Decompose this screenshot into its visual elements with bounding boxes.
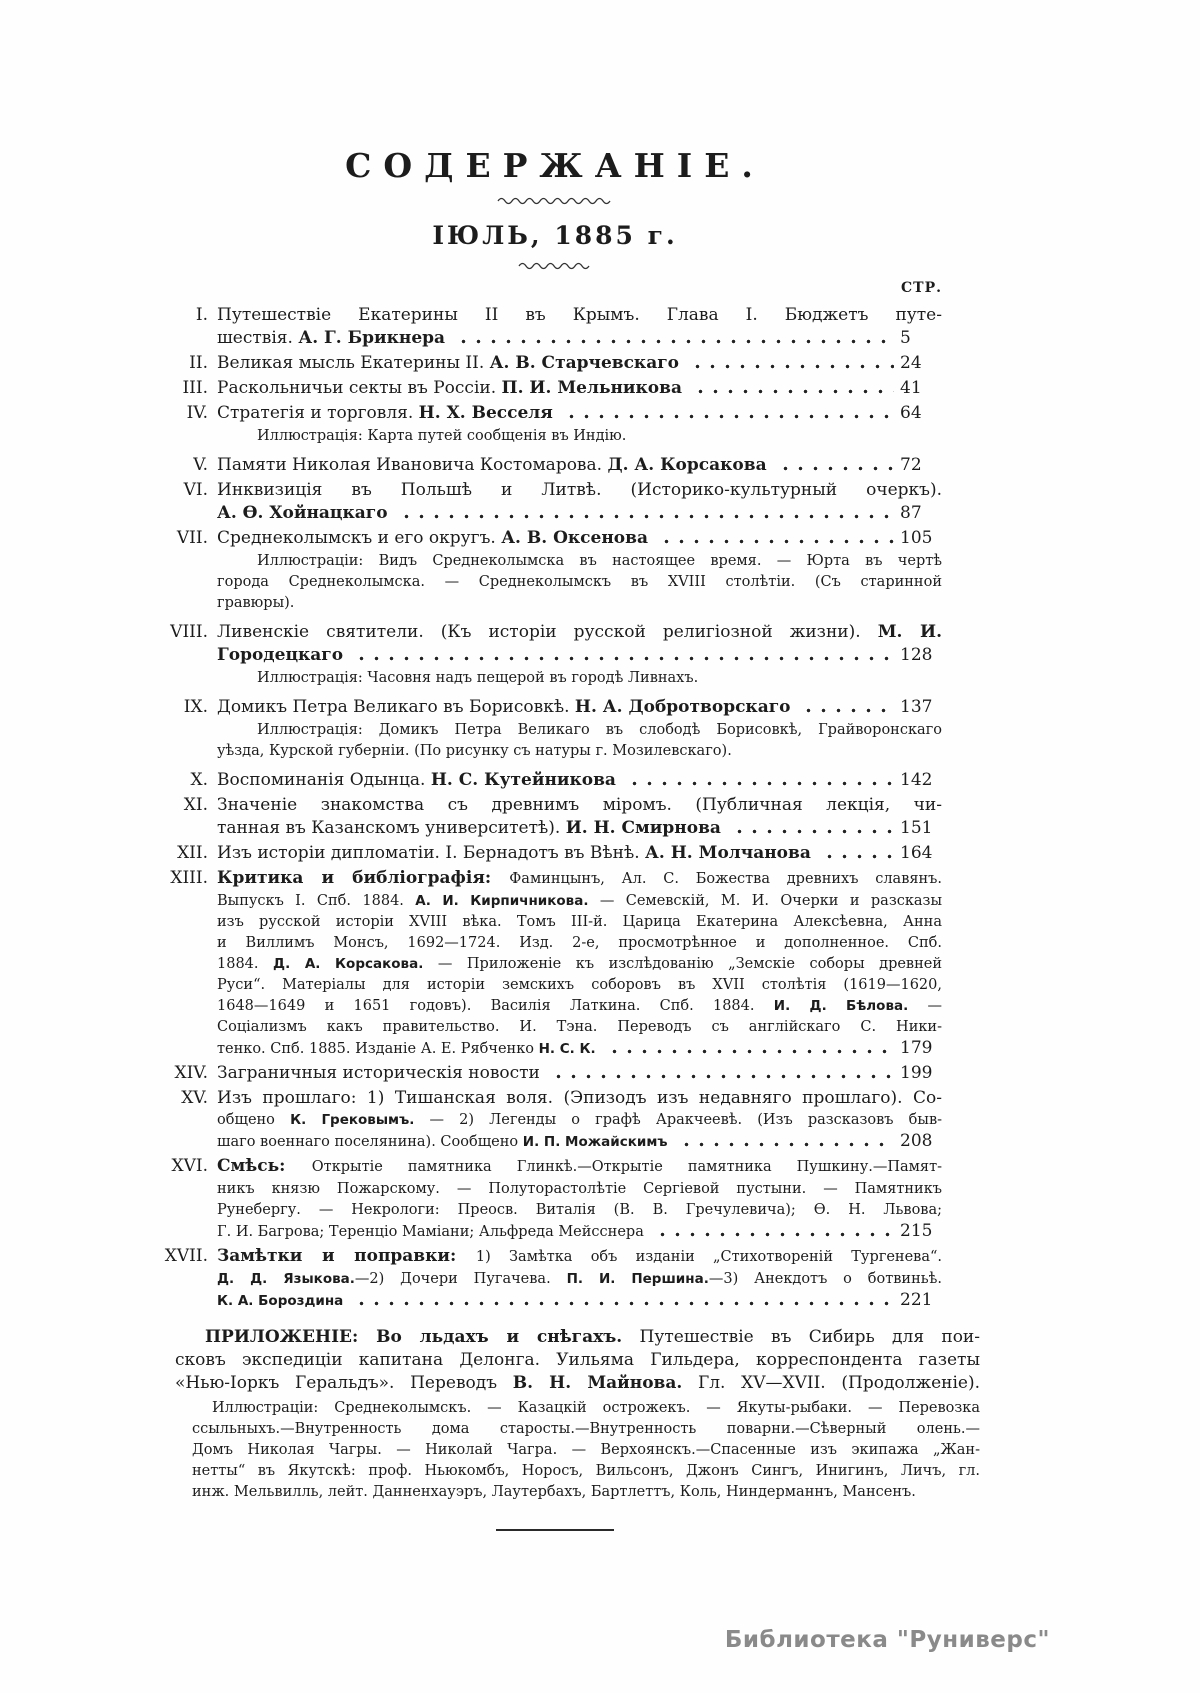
entry-roman-numeral: XV. — [181, 1088, 208, 1108]
author-name: И. Д. Бѣлова. — [773, 998, 909, 1014]
text-segment: Памяти Николая Ивановича Костомарова. — [217, 455, 608, 475]
entry-roman-numeral: XI. — [183, 795, 208, 815]
toc-entry — [150, 621, 942, 689]
toc-line — [175, 1349, 980, 1372]
author-name: Д. А. Корсакова — [607, 455, 767, 475]
text-segment: — — [908, 998, 943, 1014]
toc-line — [217, 621, 942, 644]
text-segment: Фаминцынъ, Ал. С. Божества древнихъ славянъ. — [509, 871, 942, 887]
toc-entry — [150, 867, 942, 1060]
toc-entry — [150, 377, 942, 400]
toc-line — [217, 1221, 942, 1243]
page-number: 5 — [900, 328, 911, 348]
illustration-note-line: ссыльныхъ.—Внутренность дома старосты.—Внутренность поварни.—Сѣверный олень.— — [192, 1421, 980, 1437]
author-name: А. Ѳ. Хойнацкаго — [217, 503, 388, 523]
text-segment: — Семевскій, М. И. Очерки и разсказы — [588, 893, 943, 909]
illustration-note — [217, 551, 942, 614]
dot-leader — [548, 1062, 894, 1085]
entry-roman-numeral: III. — [182, 378, 208, 398]
toc-entry — [150, 1245, 942, 1312]
author-name: Городецкаго — [217, 645, 344, 665]
author-name: М. И. — [877, 622, 942, 642]
toc-line — [217, 794, 942, 817]
page-column-header: СТР. — [901, 280, 942, 296]
text-segment: Значеніе знакомства съ древнимъ міромъ. (Публичная лекція, чи- — [217, 795, 942, 815]
toc-line-text — [217, 644, 343, 667]
text-segment: общено — [217, 1112, 291, 1128]
illustration-note-line: Иллюстрація: Часовня надъ пещерой въ городѣ Ливнахъ. — [257, 670, 699, 686]
wavy-divider-icon — [496, 195, 614, 205]
dot-leader — [351, 1290, 894, 1312]
page-number: 72 — [900, 455, 922, 475]
toc-line — [217, 454, 942, 477]
page-number: 179 — [900, 1038, 933, 1058]
author-name: Смѣсь: — [217, 1156, 312, 1176]
toc-line — [217, 769, 942, 792]
toc-entry — [150, 794, 942, 840]
page-number: 164 — [900, 843, 933, 863]
page-number: 105 — [900, 528, 933, 548]
illustration-note-line: нетты“ въ Якутскѣ: проф. Ньюкомбъ, Норосъ, Вильсонъ, Джонъ Сингъ, Инигинъ, Личъ, гл. — [192, 1463, 980, 1479]
toc-line — [217, 1038, 942, 1060]
illustration-note-line: Иллюстрація: Домикъ Петра Великаго въ слободѣ Борисовкѣ, Грайворонскаго — [257, 722, 942, 738]
illustration-note-line: Иллюстраціи: Среднеколымскъ. — Казацкій острожекъ. — Якуты-рыбаки. — Перевозка — [212, 1400, 980, 1416]
dot-leader — [819, 842, 894, 865]
author-name: Н. А. Добротворскаго — [574, 697, 791, 717]
author-name: А. В. Старчевскаго — [489, 353, 679, 373]
text-segment: Домикъ Петра Великаго въ Борисовкѣ. — [217, 697, 575, 717]
text-segment: изъ русской исторіи XVIII вѣка. Томъ III-й. Царица Екатерина Алексѣевна, Анна — [217, 914, 942, 930]
dot-leader — [798, 696, 894, 719]
text-segment: 1884. — [217, 956, 274, 972]
entry-roman-numeral: V. — [193, 455, 208, 475]
issue-heading: ІЮЛЬ, 1885 г. — [432, 221, 678, 250]
toc-entry — [150, 352, 942, 375]
toc-line-text — [217, 817, 721, 840]
appendix-notes — [192, 1398, 980, 1503]
illustration-note-line: Иллюстраціи: Видъ Среднеколымска въ настоящее время. — Юрта въ чертѣ — [257, 553, 942, 569]
toc-line — [217, 402, 942, 425]
illustration-note-line: Домъ Николая Чагры. — Николай Чагра. — Верхоянскъ.—Спасенные изъ экипажа „Жан- — [192, 1442, 980, 1458]
text-segment: Открытіе памятника Глинкѣ.—Открытіе памятника Пушкину.—Памят- — [311, 1159, 942, 1175]
toc-line — [217, 975, 942, 996]
illustration-note-line: инж. Мельвилль, лейт. Данненхауэръ, Лаутербахъ, Бартлеттъ, Коль, Ниндерманнъ, Мансенъ. — [192, 1484, 916, 1500]
page-number: 208 — [900, 1131, 933, 1151]
toc-line — [217, 842, 942, 865]
page-number: 24 — [900, 353, 922, 373]
author-name: Д. Д. Языкова. — [217, 1271, 355, 1287]
dot-leader — [690, 377, 894, 400]
toc-line-text — [217, 377, 682, 400]
text-segment: Воспоминанія Одынца. — [217, 770, 431, 790]
text-segment: Путешествіе Екатерины II въ Крымъ. Глава I. Бюджетъ путе- — [217, 305, 942, 325]
author-name: И. П. Можайскимъ — [522, 1134, 668, 1150]
entry-roman-numeral: XVII. — [164, 1246, 208, 1266]
text-segment: Г. И. Багрова; Теренціо Маміани; Альфреда Мейсснера — [217, 1224, 644, 1240]
author-name: В. Н. Майнова. — [512, 1373, 683, 1393]
appendix-block — [175, 1326, 980, 1503]
entry-roman-numeral: X. — [190, 770, 208, 790]
illustration-note — [217, 720, 942, 762]
toc-line — [217, 352, 942, 375]
toc-entry — [150, 842, 942, 865]
text-segment: —3) Анекдотъ о ботвиньѣ. — [708, 1271, 942, 1287]
toc-line-text — [217, 352, 679, 375]
content-column — [150, 0, 981, 1531]
toc-line — [217, 1245, 942, 1269]
author-name: К. А. Бороздина — [217, 1293, 344, 1309]
toc-entry — [150, 527, 942, 614]
author-name: А. Г. Брикнера — [298, 328, 446, 348]
entry-roman-numeral: XIV. — [174, 1063, 208, 1083]
entry-roman-numeral: IV. — [186, 403, 208, 423]
page-number: 142 — [900, 770, 933, 790]
illustration-note — [192, 1398, 980, 1503]
toc-line — [217, 327, 942, 350]
entry-roman-numeral: XIII. — [170, 868, 208, 888]
text-segment: шествія. — [217, 328, 299, 348]
toc-line-text — [217, 502, 388, 525]
text-segment: сковъ экспедиціи капитана Делонга. Уильяма Гильдера, корреспондента газеты — [175, 1350, 980, 1370]
toc-line — [217, 891, 942, 912]
toc-entry — [150, 1155, 942, 1243]
dot-leader — [676, 1131, 894, 1153]
watermark: Библиотека "Руниверс" — [724, 1627, 1050, 1653]
toc-line — [217, 644, 942, 667]
author-name: К. Грековымъ. — [290, 1112, 415, 1128]
toc-line — [217, 1200, 942, 1221]
dot-leader — [687, 352, 894, 375]
toc-line — [217, 1155, 942, 1179]
entry-roman-numeral: I. — [195, 305, 208, 325]
author-name: Н. Х. Весселя — [418, 403, 553, 423]
toc-entry — [150, 769, 942, 792]
dot-leader — [561, 402, 894, 425]
text-segment: и Виллимъ Монсъ, 1692—1724. Изд. 2-е, просмотрѣнное и дополненное. Спб. — [217, 935, 942, 951]
text-segment: Гл. XV—XVII. (Продолженіе). — [682, 1373, 981, 1393]
toc-line — [217, 696, 942, 719]
toc-line-text — [217, 842, 811, 865]
toc-line — [175, 1326, 980, 1349]
text-segment: Путешествіе въ Сибирь для пои- — [622, 1327, 981, 1347]
toc-line-text — [217, 454, 767, 477]
text-segment: Ливенскіе святители. (Къ исторіи русской религіозной жизни). — [217, 622, 878, 642]
toc-line-text — [217, 1039, 596, 1060]
author-name: П. И. Мельникова — [501, 378, 682, 398]
author-name: Н. С. К. — [538, 1041, 596, 1057]
toc-line-text — [217, 402, 553, 425]
dot-leader — [396, 502, 894, 525]
dot-leader — [453, 327, 894, 350]
text-segment: тенко. Спб. 1885. Изданіе А. Е. Рябченко — [217, 1041, 539, 1057]
page-number: 151 — [900, 818, 933, 838]
text-segment: 1648—1649 и 1651 годовъ). Василія Латкина. Спб. 1884. — [217, 998, 774, 1014]
dot-leader — [656, 527, 894, 550]
dot-leader — [775, 454, 894, 477]
text-segment: — Приложеніе къ изслѣдованію „Земскіе соборы древней — [423, 956, 943, 972]
text-segment: шаго военнаго поселянина). Сообщено — [217, 1134, 523, 1150]
toc-entry — [150, 479, 942, 525]
illustration-note-line: гравюры). — [217, 595, 295, 611]
text-segment: Великая мысль Екатерины II. — [217, 353, 490, 373]
author-name: А. И. Кирпичникова. — [415, 893, 589, 909]
page-number: 64 — [900, 403, 922, 423]
text-segment: Соціализмъ какъ правительство. И. Тэна. Переводъ съ англійскаго С. Ники- — [217, 1019, 942, 1035]
toc-line — [217, 479, 942, 502]
dot-leader — [604, 1038, 894, 1060]
text-segment: — 2) Легенды о графѣ Аракчеевѣ. (Изъ разсказовъ быв- — [414, 1112, 943, 1128]
author-name: И. Н. Смирнова — [565, 818, 721, 838]
author-name: А. В. Оксенова — [501, 528, 648, 548]
dot-leader — [729, 817, 894, 840]
text-segment: Стратегія и торговля. — [217, 403, 419, 423]
text-segment: Изъ прошлаго: 1) Тишанская воля. (Эпизодъ изъ недавняго прошлаго). Со- — [217, 1088, 942, 1108]
author-name: Н. С. Кутейникова — [430, 770, 616, 790]
page-number: 221 — [900, 1290, 933, 1310]
illustration-note — [217, 668, 942, 689]
author-name: ПРИЛОЖЕНІЕ: Во льдахъ и снѣгахъ. — [205, 1327, 623, 1347]
author-name: А. Н. Молчанова — [645, 843, 811, 863]
toc-line — [217, 1087, 942, 1110]
entry-roman-numeral: VII. — [176, 528, 208, 548]
text-segment: Заграничныя историческія новости — [217, 1063, 540, 1083]
toc-line-text — [217, 769, 616, 792]
text-segment: Среднеколымскъ и его округъ. — [217, 528, 502, 548]
author-name: Критика и библіографія: — [217, 868, 510, 888]
toc-entry — [150, 696, 942, 762]
author-name: Д. А. Корсакова. — [273, 956, 424, 972]
text-segment: Изъ исторіи дипломатіи. I. Бернадотъ въ Вѣнѣ. — [217, 843, 646, 863]
illustration-note-line: уѣзда, Курской губерніи. (По рисунку съ натуры г. Мозилевскаго). — [217, 743, 732, 759]
page-title: СОДЕРЖАНІЕ. — [345, 146, 765, 185]
text-segment: «Нью-Іоркъ Геральдъ». Переводъ — [175, 1373, 513, 1393]
toc-line-text — [217, 527, 648, 550]
toc-line — [217, 1269, 942, 1290]
toc-entry — [150, 454, 942, 477]
page-number: 128 — [900, 645, 933, 665]
page-number: 199 — [900, 1063, 933, 1083]
toc-line — [217, 1017, 942, 1038]
dot-leader — [351, 644, 894, 667]
toc-line — [217, 817, 942, 840]
text-segment: —2) Дочери Пугачева. — [354, 1271, 567, 1287]
dot-leader — [624, 769, 894, 792]
dot-leader — [652, 1221, 894, 1243]
text-segment: Руси“. Матеріалы для исторіи земскихъ соборовъ въ XVII столѣтія (1619—1620, — [217, 977, 942, 993]
toc-line — [217, 996, 942, 1017]
text-segment: танная въ Казанскомъ университетѣ). — [217, 818, 566, 838]
toc-line-text — [217, 1222, 644, 1243]
entry-roman-numeral: XVI. — [171, 1156, 208, 1176]
entry-roman-numeral: VI. — [183, 480, 208, 500]
text-segment: никъ князю Пожарскому. — Полуторастолѣтіе Сергіевой пустыни. — Памятникъ — [217, 1181, 942, 1197]
entry-roman-numeral: IX. — [183, 697, 208, 717]
page-number: 215 — [900, 1221, 933, 1241]
text-segment: Раскольничьи секты въ Россіи. — [217, 378, 502, 398]
entry-roman-numeral: II. — [189, 353, 208, 373]
toc-line — [217, 502, 942, 525]
toc-line-text — [217, 1291, 343, 1312]
toc-line — [175, 1372, 980, 1395]
toc-entry — [150, 1062, 942, 1085]
toc-line — [217, 1179, 942, 1200]
toc-line-text — [217, 696, 790, 719]
toc-line — [217, 912, 942, 933]
toc-line — [217, 304, 942, 327]
toc-line-text — [217, 1132, 668, 1153]
toc-line — [217, 527, 942, 550]
toc-line — [217, 377, 942, 400]
page-number: 137 — [900, 697, 933, 717]
toc-line-text — [217, 1062, 540, 1085]
author-name: П. И. Першина. — [566, 1271, 709, 1287]
page-number: 87 — [900, 503, 922, 523]
toc-line — [217, 1131, 942, 1153]
toc-line — [217, 1110, 942, 1131]
text-segment: Инквизиція въ Польшѣ и Литвѣ. (Историко-культурный очеркъ). — [217, 480, 942, 500]
text-segment: 1) Замѣтка объ изданіи „Стихотвореній Тургенева“. — [475, 1249, 942, 1265]
toc-line — [217, 1290, 942, 1312]
wavy-divider-small-icon — [517, 260, 593, 270]
entry-roman-numeral: XII. — [177, 843, 208, 863]
illustration-note-line: города Среднеколымска. — Среднеколымскъ въ XVIII столѣтіи. (Съ старинной — [217, 574, 942, 590]
toc-line — [217, 1062, 942, 1085]
toc-line — [217, 867, 942, 891]
illustration-note-line: Иллюстрація: Карта путей сообщенія въ Индію. — [257, 428, 627, 444]
illustration-note — [217, 426, 942, 447]
text-segment: Выпускъ I. Спб. 1884. — [217, 893, 416, 909]
entry-roman-numeral: VIII. — [170, 622, 208, 642]
toc-line — [217, 933, 942, 954]
toc-line — [217, 954, 942, 975]
toc-list — [150, 304, 942, 1312]
text-segment: Рунебергу. — Некрологи: Преосв. Виталія (В. В. Гречулевича); Ѳ. Н. Львова; — [217, 1202, 942, 1218]
toc-line-text — [217, 327, 445, 350]
author-name: Замѣтки и поправки: — [217, 1246, 476, 1266]
toc-entry — [150, 304, 942, 350]
toc-entry — [150, 402, 942, 447]
toc-entry — [150, 1087, 942, 1153]
page-number: 41 — [900, 378, 922, 398]
end-divider — [496, 1529, 614, 1531]
